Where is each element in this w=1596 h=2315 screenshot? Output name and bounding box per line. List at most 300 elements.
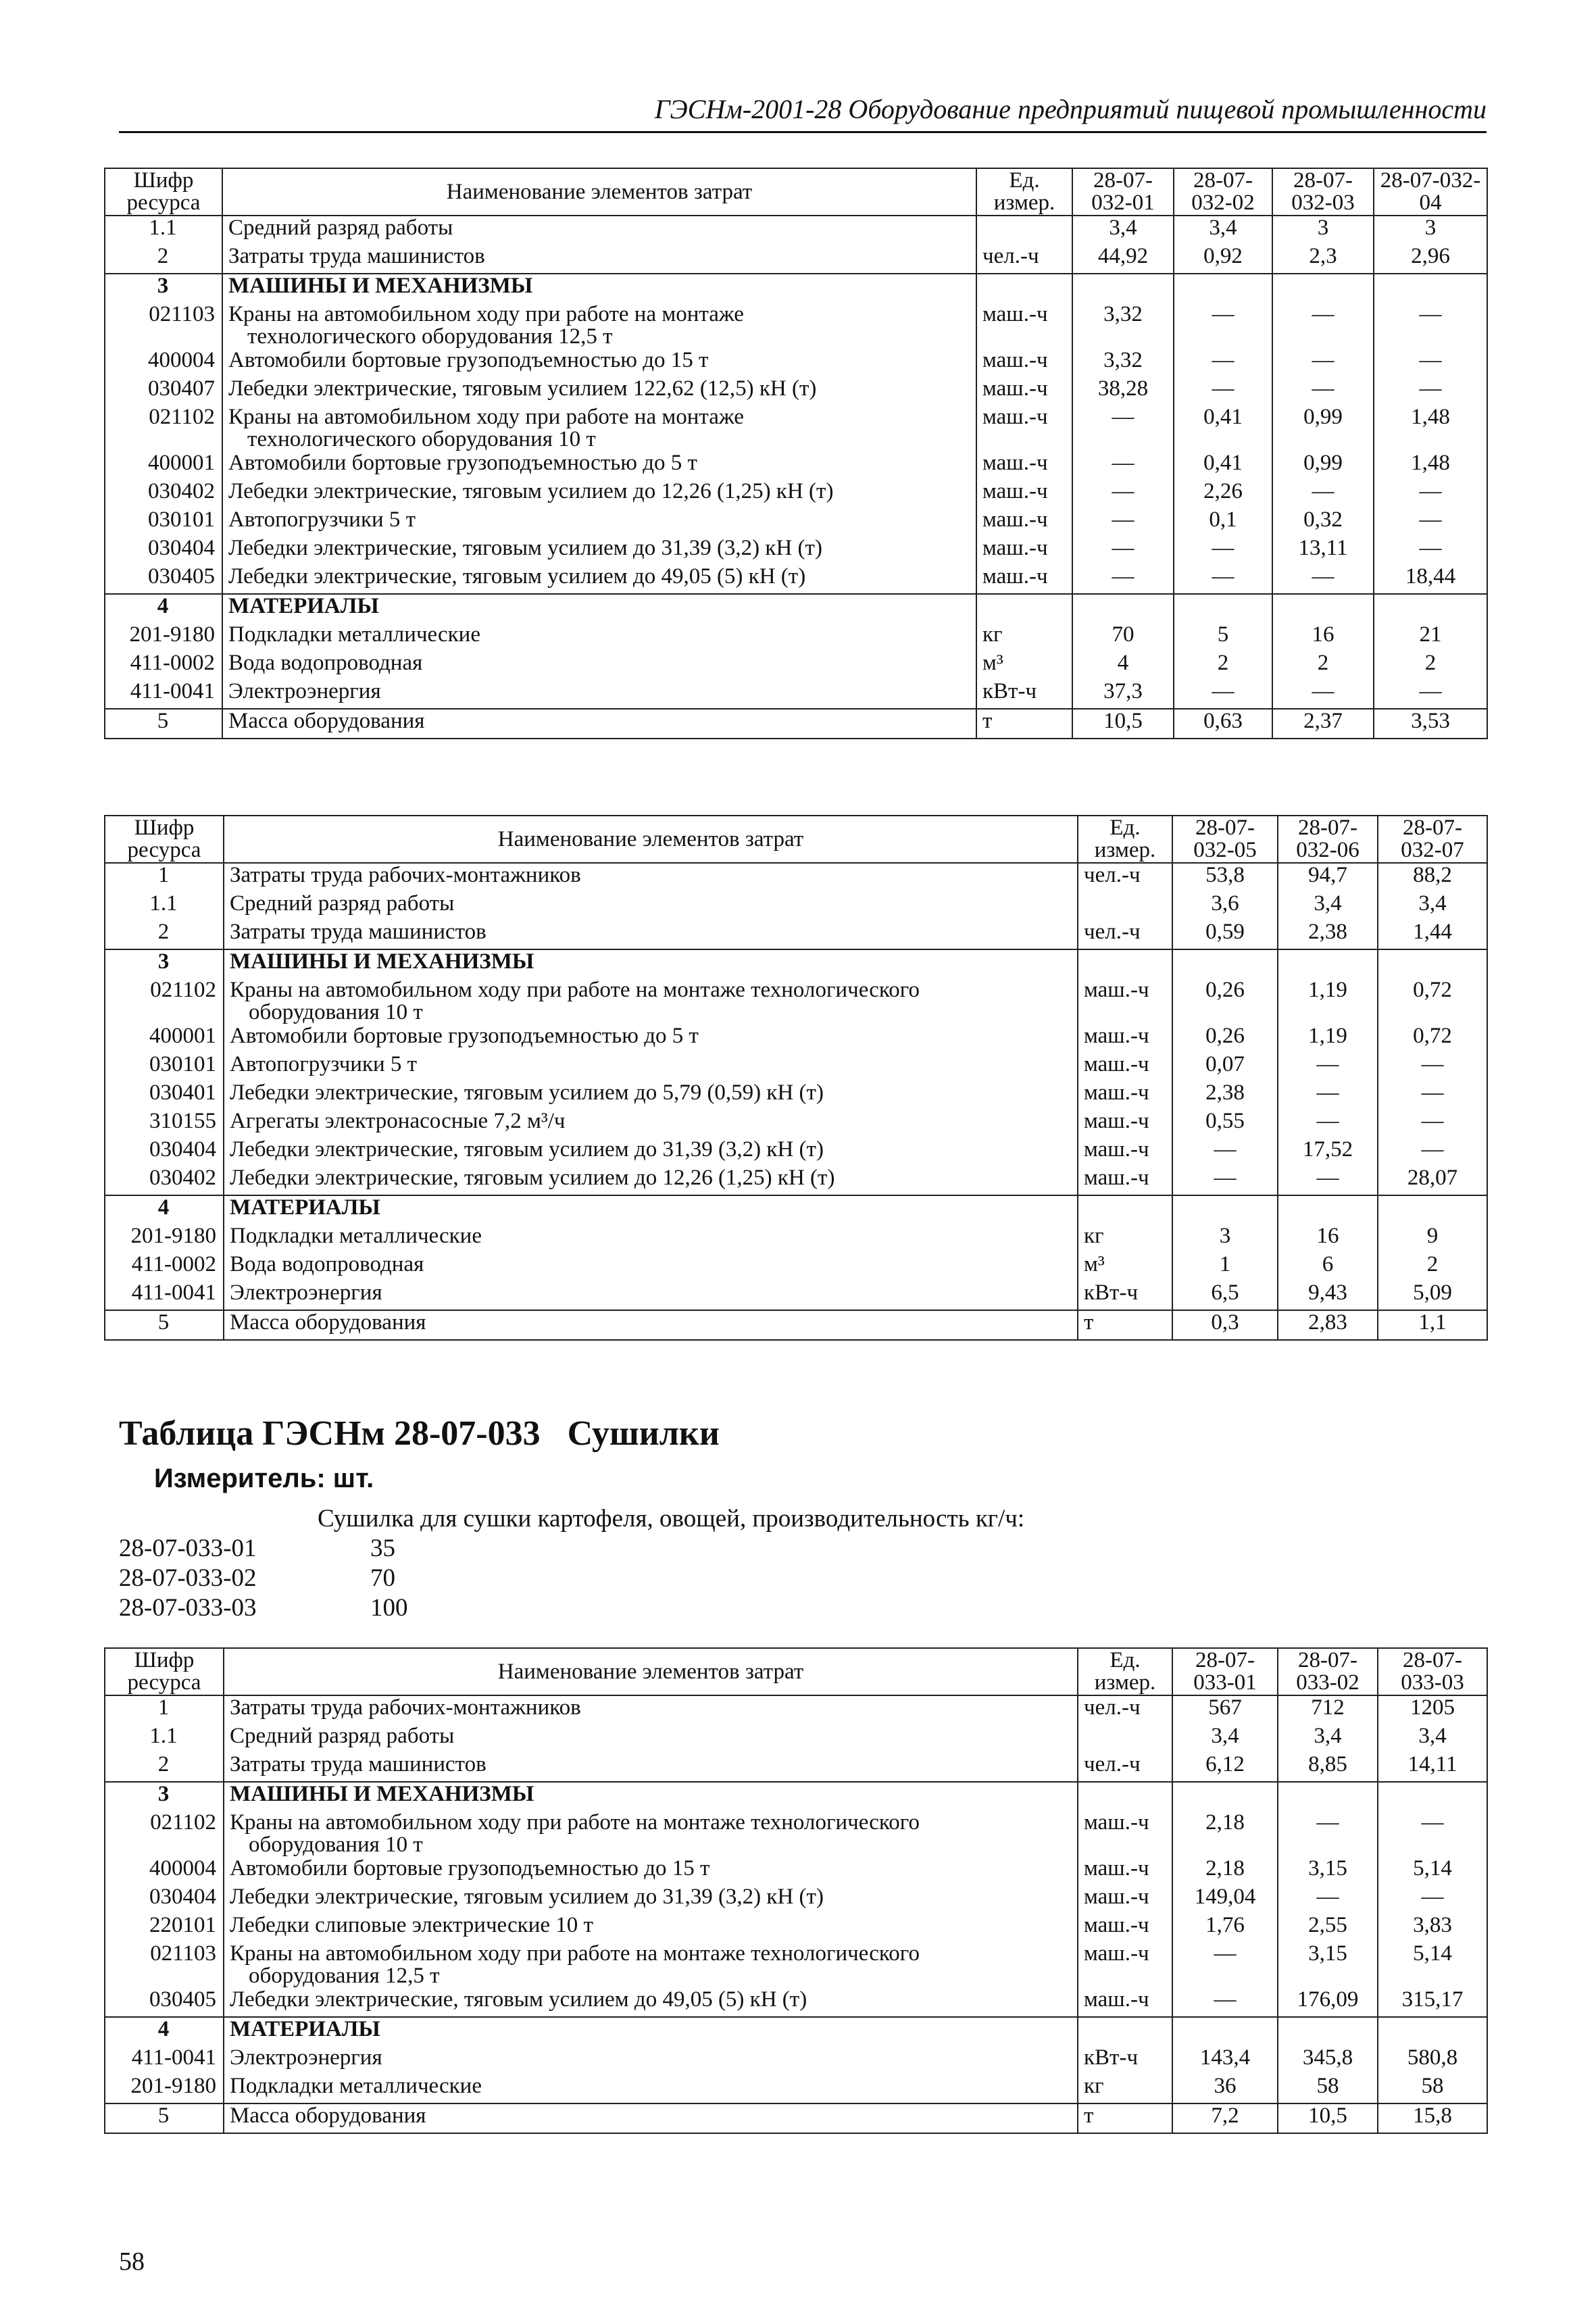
value-cell: 88,2	[1378, 863, 1487, 892]
name-line: Лебедки электрические, тяговым усилием до 31,39 (3,2) кН (т)	[230, 1137, 824, 1162]
value-cell: —	[1374, 680, 1487, 709]
cost-item-name	[224, 2074, 1078, 2104]
cost-item-name	[222, 680, 976, 709]
value-cell: —	[1174, 537, 1272, 565]
cost-item-name	[224, 1110, 1078, 1138]
unit	[1078, 1782, 1172, 1811]
item-row	[119, 1593, 408, 1622]
resource-code: 411-0002	[105, 1253, 224, 1281]
value-cell: —	[1174, 680, 1272, 709]
resource-code: 4	[105, 1195, 224, 1224]
header-norm-code: 28-07-032-01	[1072, 168, 1174, 216]
name-line: Электроэнергия	[230, 1280, 382, 1305]
value-cell: 0,26	[1172, 978, 1278, 1024]
resource-code: 201-9180	[105, 623, 222, 651]
resource-code: 030405	[105, 565, 222, 594]
value-cell: 94,7	[1278, 863, 1378, 892]
value-cell: —	[1072, 405, 1174, 451]
value-cell: —	[1378, 1110, 1487, 1138]
header-norm-code: 28-07-032-07	[1378, 816, 1487, 863]
resource-code: 021102	[105, 405, 222, 451]
cost-item-name	[224, 1253, 1078, 1281]
value-cell: 44,92	[1072, 245, 1174, 274]
name-line: Затраты труда машинистов	[230, 1752, 487, 1776]
value-cell: —	[1272, 680, 1374, 709]
cost-item-name	[224, 949, 1078, 978]
value-cell	[1072, 274, 1174, 303]
name-line: Автомобили бортовые грузоподъемностью до 15 т	[230, 1856, 710, 1881]
value-cell: 28,07	[1378, 1166, 1487, 1195]
table-row	[105, 680, 1487, 709]
value-cell: 37,3	[1072, 680, 1174, 709]
cost-item-name	[222, 451, 976, 480]
resource-code: 411-0041	[105, 1281, 224, 1310]
page-header	[119, 93, 1487, 133]
item-value: 100	[370, 1594, 408, 1622]
value-cell	[1172, 2017, 1278, 2046]
name-line: Электроэнергия	[230, 2045, 382, 2070]
value-cell: 3,32	[1072, 303, 1174, 349]
value-cell: 17,52	[1278, 1138, 1378, 1166]
name-line: Масса оборудования	[228, 709, 425, 733]
value-cell	[1174, 274, 1272, 303]
resource-code: 3	[105, 949, 224, 978]
unit: т	[1078, 2104, 1172, 2133]
resource-code: 1.1	[105, 216, 222, 245]
table-row	[105, 1081, 1487, 1110]
name-line: Вода водопроводная	[230, 1252, 424, 1276]
running-title: ГЭСНм-2001-28 Оборудование предприятий пищевой промышленности	[654, 94, 1487, 124]
cost-item-name	[222, 216, 976, 245]
value-cell: 5,14	[1378, 1857, 1487, 1885]
value-cell: 3,15	[1278, 1857, 1378, 1885]
resource-code: 030407	[105, 377, 222, 405]
value-cell: —	[1172, 1166, 1278, 1195]
value-cell: —	[1174, 349, 1272, 377]
value-cell: —	[1378, 1885, 1487, 1914]
value-cell: —	[1278, 1811, 1378, 1857]
resource-code: 030404	[105, 1885, 224, 1914]
value-cell: 0,55	[1172, 1110, 1278, 1138]
unit	[976, 274, 1072, 303]
value-cell: 2	[1174, 651, 1272, 680]
cost-item-name	[224, 1782, 1078, 1811]
name-line: Подкладки металлические	[228, 622, 480, 647]
name-line: Масса оборудования	[230, 2104, 426, 2128]
unit: кг	[976, 623, 1072, 651]
header-norm-code: 28-07-032-05	[1172, 816, 1278, 863]
value-cell: —	[1278, 1885, 1378, 1914]
unit: маш.-ч	[976, 405, 1072, 451]
cost-item-name	[222, 565, 976, 594]
table-row	[105, 1914, 1487, 1942]
unit	[1078, 892, 1172, 920]
resource-code: 2	[105, 920, 224, 949]
name-line: Лебедки электрические, тяговым усилием до 49,05 (5) кН (т)	[228, 564, 806, 589]
value-cell: —	[1072, 451, 1174, 480]
cost-item-name	[224, 1195, 1078, 1224]
name-line: МАШИНЫ И МЕХАНИЗМЫ	[230, 949, 534, 974]
unit: маш.-ч	[976, 451, 1072, 480]
resource-code: 411-0002	[105, 651, 222, 680]
cost-item-name	[222, 245, 976, 274]
table-row	[105, 216, 1487, 245]
table-row	[105, 1253, 1487, 1281]
unit: кг	[1078, 1224, 1172, 1253]
value-cell: 38,28	[1072, 377, 1174, 405]
cost-item-name	[224, 863, 1078, 892]
value-cell	[1172, 949, 1278, 978]
table-row	[105, 565, 1487, 594]
table-row	[105, 1195, 1487, 1224]
name-line: МАТЕРИАЛЫ	[230, 1195, 380, 1220]
unit: т	[976, 709, 1072, 739]
cost-item-name	[222, 623, 976, 651]
value-cell: 6	[1278, 1253, 1378, 1281]
cost-table-032-b	[104, 815, 1488, 1341]
name-line: Средний разряд работы	[230, 891, 455, 916]
resource-code: 030402	[105, 480, 222, 508]
header-norm-code: 28-07-032-03	[1272, 168, 1374, 216]
cost-item-name	[222, 709, 976, 739]
value-cell: —	[1072, 537, 1174, 565]
table-row	[105, 274, 1487, 303]
value-cell	[1278, 949, 1378, 978]
resource-code: 021103	[105, 303, 222, 349]
header-norm-code: 28-07-032-06	[1278, 816, 1378, 863]
table-row	[105, 1166, 1487, 1195]
name-line: Затраты труда рабочих-монтажников	[230, 863, 581, 887]
item-code: 28-07-033-01	[119, 1535, 257, 1562]
header-code: Шифр ресурса	[105, 816, 224, 863]
name-line: Автопогрузчики 5 т	[230, 1052, 418, 1076]
value-cell: 712	[1278, 1695, 1378, 1724]
resource-code: 021103	[105, 1942, 224, 1988]
table-row	[105, 920, 1487, 949]
unit: маш.-ч	[1078, 1885, 1172, 1914]
value-cell: 0,99	[1272, 405, 1374, 451]
resource-code: 3	[105, 1782, 224, 1811]
value-cell: —	[1278, 1053, 1378, 1081]
unit: кВт-ч	[976, 680, 1072, 709]
table-row	[105, 651, 1487, 680]
cost-item-name	[222, 303, 976, 349]
header-name: Наименование элементов затрат	[224, 1648, 1078, 1695]
name-line: Вода водопроводная	[228, 651, 423, 675]
value-cell: 0,72	[1378, 978, 1487, 1024]
resource-code: 400001	[105, 1024, 224, 1053]
value-cell: 6,5	[1172, 1281, 1278, 1310]
resource-code: 400004	[105, 1857, 224, 1885]
table-header-row	[105, 168, 1487, 216]
value-cell: 2,83	[1278, 1310, 1378, 1340]
value-cell: 14,11	[1378, 1753, 1487, 1782]
unit	[976, 594, 1072, 623]
value-cell: 580,8	[1378, 2046, 1487, 2074]
value-cell: 143,4	[1172, 2046, 1278, 2074]
table-row	[105, 405, 1487, 451]
cost-item-name	[224, 1310, 1078, 1340]
cost-item-name	[222, 405, 976, 451]
resource-code: 5	[105, 709, 222, 739]
cost-item-name	[224, 1166, 1078, 1195]
resource-code: 1.1	[105, 1724, 224, 1753]
value-cell: 58	[1378, 2074, 1487, 2104]
value-cell	[1278, 1195, 1378, 1224]
name-line: Краны на автомобильном ходу при работе на монтаже	[228, 302, 744, 326]
cost-item-name	[224, 1053, 1078, 1081]
name-line: МАШИНЫ И МЕХАНИЗМЫ	[228, 274, 533, 298]
header-unit: Ед. измер.	[1078, 1648, 1172, 1695]
value-cell: —	[1272, 303, 1374, 349]
unit: кВт-ч	[1078, 1281, 1172, 1310]
value-cell: —	[1278, 1081, 1378, 1110]
value-cell: 58	[1278, 2074, 1378, 2104]
value-cell: 3,4	[1278, 1724, 1378, 1753]
name-line: МАТЕРИАЛЫ	[230, 2017, 380, 2041]
name-line-cont: оборудования 12,5 т	[249, 1964, 440, 1988]
value-cell: 2	[1272, 651, 1374, 680]
value-cell: 15,8	[1378, 2104, 1487, 2133]
name-line: Лебедки электрические, тяговым усилием до 5,79 (0,59) кН (т)	[230, 1080, 824, 1105]
header-unit: Ед. измер.	[1078, 816, 1172, 863]
table-row	[105, 303, 1487, 349]
value-cell: —	[1374, 480, 1487, 508]
unit: чел.-ч	[976, 245, 1072, 274]
resource-code: 021102	[105, 1811, 224, 1857]
table-row	[105, 2046, 1487, 2074]
cost-item-name	[222, 480, 976, 508]
table-row	[105, 1753, 1487, 1782]
value-cell: —	[1174, 303, 1272, 349]
value-cell: 3,4	[1172, 1724, 1278, 1753]
resource-code: 400004	[105, 349, 222, 377]
table-row	[105, 1724, 1487, 1753]
resource-code: 030404	[105, 537, 222, 565]
value-cell: 1205	[1378, 1695, 1487, 1724]
table-row	[105, 1110, 1487, 1138]
value-cell: 36	[1172, 2074, 1278, 2104]
value-cell: 1,1	[1378, 1310, 1487, 1340]
value-cell	[1278, 1782, 1378, 1811]
value-cell: 2,37	[1272, 709, 1374, 739]
value-cell: 1	[1172, 1253, 1278, 1281]
header-name: Наименование элементов затрат	[222, 168, 976, 216]
value-cell: —	[1174, 377, 1272, 405]
table-name: Сушилки	[567, 1414, 720, 1453]
unit: маш.-ч	[1078, 1914, 1172, 1942]
name-line: Автомобили бортовые грузоподъемностью до 5 т	[228, 451, 697, 475]
cost-item-name	[224, 1753, 1078, 1782]
unit: маш.-ч	[976, 377, 1072, 405]
value-cell: 1,48	[1374, 451, 1487, 480]
unit: м³	[1078, 1253, 1172, 1281]
value-cell: 5,09	[1378, 1281, 1487, 1310]
cost-item-name	[224, 1281, 1078, 1310]
item-row	[119, 1564, 395, 1593]
value-cell: 16	[1272, 623, 1374, 651]
item-value: 35	[370, 1535, 395, 1562]
cost-item-name	[224, 2046, 1078, 2074]
unit: маш.-ч	[1078, 1857, 1172, 1885]
value-cell: —	[1378, 1138, 1487, 1166]
value-cell: 3,15	[1278, 1942, 1378, 1988]
value-cell: 0,59	[1172, 920, 1278, 949]
cost-item-name	[224, 1942, 1078, 1988]
value-cell: 0,63	[1174, 709, 1272, 739]
table-row	[105, 2017, 1487, 2046]
value-cell: 567	[1172, 1695, 1278, 1724]
unit: маш.-ч	[1078, 1081, 1172, 1110]
value-cell	[1278, 2017, 1378, 2046]
resource-code: 411-0041	[105, 2046, 224, 2074]
cost-item-name	[224, 1724, 1078, 1753]
value-cell: —	[1378, 1081, 1487, 1110]
name-line: Лебедки электрические, тяговым усилием до 31,39 (3,2) кН (т)	[230, 1885, 824, 1909]
cost-item-name	[224, 1914, 1078, 1942]
unit: чел.-ч	[1078, 1695, 1172, 1724]
cost-item-name	[222, 651, 976, 680]
cost-item-name	[224, 1224, 1078, 1253]
cost-table-033	[104, 1647, 1488, 2134]
name-line: МАШИНЫ И МЕХАНИЗМЫ	[230, 1782, 534, 1806]
unit: маш.-ч	[976, 480, 1072, 508]
name-line-cont: оборудования 10 т	[249, 1833, 423, 1857]
table-row	[105, 949, 1487, 978]
value-cell: —	[1374, 508, 1487, 537]
cost-item-name	[222, 537, 976, 565]
table-row	[105, 377, 1487, 405]
value-cell	[1172, 1782, 1278, 1811]
value-cell: —	[1272, 349, 1374, 377]
cost-item-name	[224, 2017, 1078, 2046]
table-row	[105, 480, 1487, 508]
name-line: Лебедки электрические, тяговым усилием до 12,26 (1,25) кН (т)	[228, 479, 834, 503]
table-row	[105, 709, 1487, 739]
table-header-row	[105, 816, 1487, 863]
cost-item-name	[224, 1811, 1078, 1857]
table-row	[105, 1988, 1487, 2017]
name-line: МАТЕРИАЛЫ	[228, 594, 379, 618]
header-unit: Ед. измер.	[976, 168, 1072, 216]
resource-code: 201-9180	[105, 1224, 224, 1253]
unit: маш.-ч	[1078, 1138, 1172, 1166]
value-cell: 0,26	[1172, 1024, 1278, 1053]
name-line: Автомобили бортовые грузоподъемностью до 5 т	[230, 1024, 699, 1048]
name-line: Краны на автомобильном ходу при работе на монтаже технологического	[230, 1941, 920, 1966]
value-cell: 3,4	[1174, 216, 1272, 245]
table-row	[105, 1310, 1487, 1340]
header-norm-code: 28-07-032-02	[1174, 168, 1272, 216]
value-cell: 2,18	[1172, 1811, 1278, 1857]
table-row	[105, 508, 1487, 537]
value-cell	[1374, 274, 1487, 303]
resource-code: 2	[105, 1753, 224, 1782]
table-row	[105, 1885, 1487, 1914]
value-cell: 21	[1374, 623, 1487, 651]
value-cell: —	[1272, 565, 1374, 594]
value-cell: 10,5	[1072, 709, 1174, 739]
name-line: Масса оборудования	[230, 1310, 426, 1335]
name-line: Затраты труда машинистов	[228, 244, 485, 268]
value-cell: —	[1278, 1110, 1378, 1138]
resource-code: 030101	[105, 508, 222, 537]
value-cell: —	[1174, 565, 1272, 594]
name-line: Подкладки металлические	[230, 2074, 482, 2098]
table-row	[105, 245, 1487, 274]
value-cell	[1172, 1195, 1278, 1224]
cost-item-name	[222, 274, 976, 303]
value-cell: 9	[1378, 1224, 1487, 1253]
value-cell: 2	[1378, 1253, 1487, 1281]
cost-item-name	[224, 1885, 1078, 1914]
value-cell: 3,53	[1374, 709, 1487, 739]
cost-table-032-a	[104, 168, 1488, 739]
value-cell: 345,8	[1278, 2046, 1378, 2074]
value-cell: 2,55	[1278, 1914, 1378, 1942]
item-value: 70	[370, 1564, 395, 1592]
table-row	[105, 537, 1487, 565]
resource-code: 4	[105, 2017, 224, 2046]
cost-item-name	[224, 2104, 1078, 2133]
value-cell: 4	[1072, 651, 1174, 680]
value-cell: 3,4	[1278, 892, 1378, 920]
header-code: Шифр ресурса	[105, 168, 222, 216]
cost-item-name	[224, 1081, 1078, 1110]
value-cell: 0,41	[1174, 405, 1272, 451]
table-row	[105, 1138, 1487, 1166]
name-line: Затраты труда рабочих-монтажников	[230, 1695, 581, 1720]
unit: маш.-ч	[1078, 978, 1172, 1024]
value-cell: 1,19	[1278, 1024, 1378, 1053]
unit: маш.-ч	[976, 349, 1072, 377]
name-line: Автопогрузчики 5 т	[228, 507, 416, 532]
unit: чел.-ч	[1078, 920, 1172, 949]
name-line: Затраты труда машинистов	[230, 920, 487, 944]
table-row	[105, 978, 1487, 1024]
value-cell: 53,8	[1172, 863, 1278, 892]
unit: маш.-ч	[1078, 1988, 1172, 2017]
name-line: Агрегаты электронасосные 7,2 м³/ч	[230, 1109, 566, 1133]
value-cell	[1378, 1195, 1487, 1224]
value-cell: 3,32	[1072, 349, 1174, 377]
table-row	[105, 1281, 1487, 1310]
table-row	[105, 594, 1487, 623]
value-cell: 16	[1278, 1224, 1378, 1253]
table-row	[105, 451, 1487, 480]
table-row	[105, 2104, 1487, 2133]
value-cell	[1378, 1782, 1487, 1811]
value-cell: 10,5	[1278, 2104, 1378, 2133]
unit: чел.-ч	[1078, 863, 1172, 892]
cost-item-name	[224, 1024, 1078, 1053]
value-cell	[1378, 2017, 1487, 2046]
value-cell: 6,12	[1172, 1753, 1278, 1782]
item-code: 28-07-033-02	[119, 1564, 257, 1592]
name-line-cont: оборудования 10 т	[249, 1000, 423, 1024]
value-cell: 3,4	[1378, 892, 1487, 920]
unit: маш.-ч	[976, 508, 1072, 537]
value-cell: 0,72	[1378, 1024, 1487, 1053]
value-cell: 7,2	[1172, 2104, 1278, 2133]
value-cell: —	[1272, 480, 1374, 508]
name-line-cont: технологического оборудования 10 т	[247, 427, 596, 451]
resource-code: 1	[105, 1695, 224, 1724]
value-cell	[1272, 594, 1374, 623]
value-cell: 149,04	[1172, 1885, 1278, 1914]
unit: маш.-ч	[1078, 1811, 1172, 1857]
value-cell: —	[1172, 1988, 1278, 2017]
